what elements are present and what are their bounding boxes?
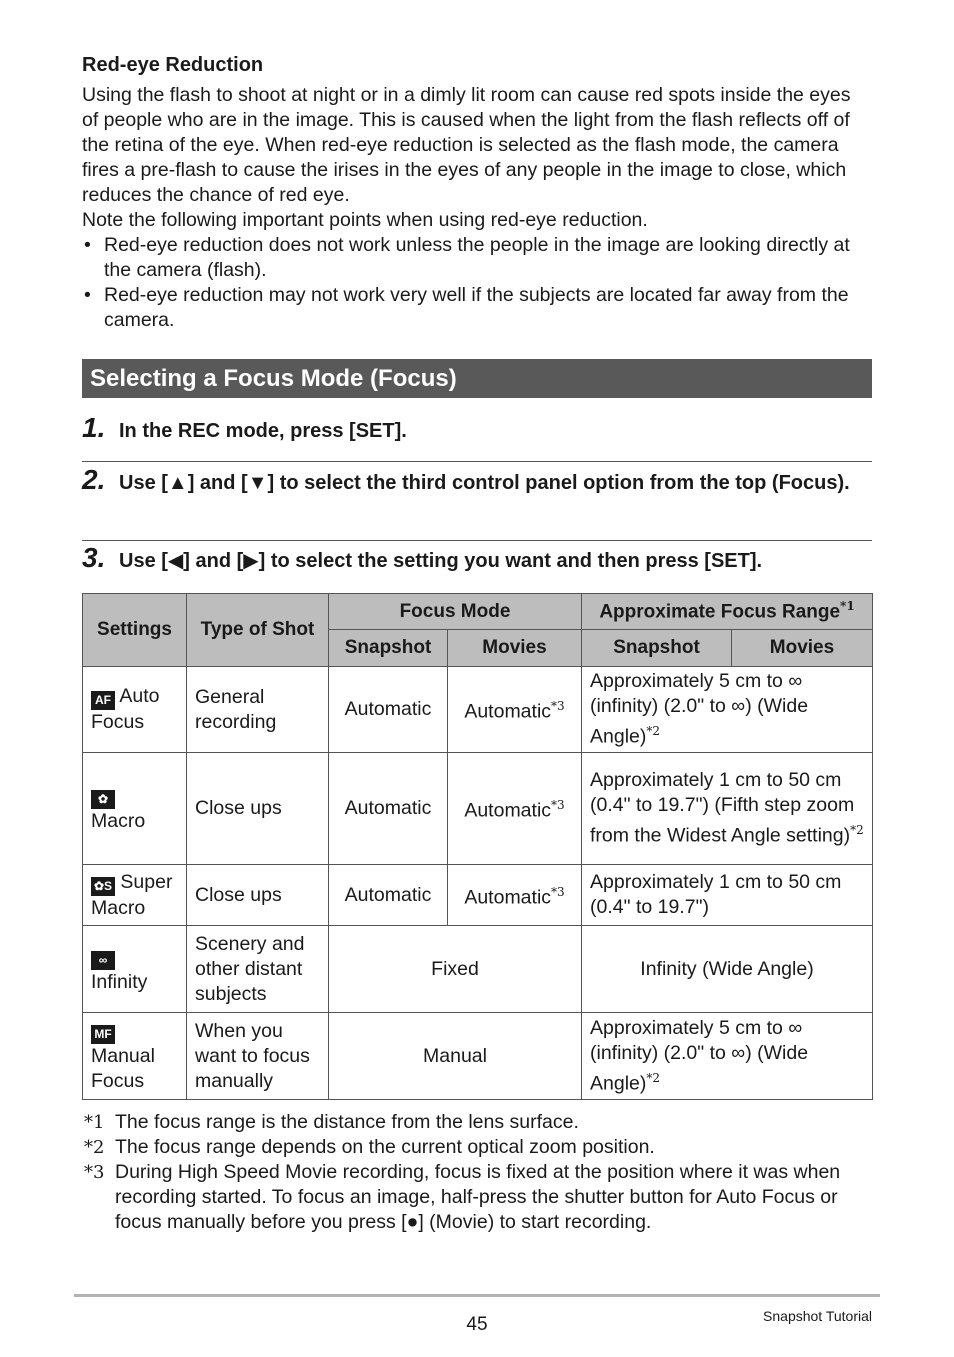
footer-section-label: Snapshot Tutorial [763, 1308, 872, 1324]
setting-cell [83, 1013, 187, 1100]
table-row [83, 753, 873, 865]
footnote-ref: *3 [551, 884, 565, 899]
section-title-bar: Selecting a Focus Mode (Focus) [82, 359, 872, 398]
type-cell: Scenery and other distant subjects [187, 926, 329, 1013]
bullet-item [82, 283, 872, 333]
super-macro-icon: ✿S [91, 877, 115, 896]
setting-cell [83, 753, 187, 865]
footnotes [84, 1110, 874, 1235]
header-settings: Settings [83, 594, 187, 667]
page-number: 45 [466, 1314, 488, 1335]
focus-mode-cell: Fixed [329, 926, 582, 1013]
bullet-text: Red-eye reduction does not work unless the people in the image are looking directly at the camera (flash). [104, 234, 850, 281]
step-number: 2. [82, 464, 106, 495]
movie-mode-value: Automatic [464, 799, 552, 822]
step-text: In the REC mode, press [SET]. [119, 420, 407, 442]
header-focus-range-label: Approximate Focus Range [599, 601, 841, 623]
footnote-ref: *3 [551, 798, 565, 813]
snapshot-mode-cell: Automatic [329, 753, 448, 865]
infinity-icon: ∞ [91, 951, 115, 970]
footnote-ref: *2 [850, 823, 864, 838]
step-number: 1. [82, 412, 106, 443]
footnote-text: The focus range depends on the current optical zoom position. [115, 1136, 655, 1158]
setting-label: Super Macro [91, 870, 173, 919]
table-row [83, 865, 873, 926]
header-snapshot: Snapshot [329, 630, 448, 667]
footnote-ref: *2 [646, 1070, 661, 1085]
header-focus-mode: Focus Mode [329, 594, 582, 630]
table-row [83, 667, 873, 753]
focus-mode-table [82, 593, 873, 1100]
range-cell: Infinity (Wide Angle) [582, 926, 873, 1013]
focus-mode-cell: Manual [329, 1013, 582, 1100]
redeye-heading: Red-eye Reduction [82, 54, 264, 76]
footnote-ref: *3 [551, 699, 565, 714]
type-cell: General recording [187, 667, 329, 753]
footnote [84, 1110, 874, 1135]
footnote-mark: *3 [84, 1162, 105, 1183]
movie-mode-value: Automatic [464, 886, 552, 909]
setting-label: Auto Focus [91, 685, 160, 733]
range-value: Approximately 1 cm to 50 cm (0.4" to 19.7") (Fifth step zoom from the Widest Angle setting) [590, 769, 855, 847]
step-text: Use [▲] and [▼] to select the third control panel option from the top (Focus). [119, 472, 850, 494]
snapshot-mode-cell: Automatic [329, 865, 448, 926]
footnote-ref: *2 [646, 724, 661, 739]
range-cell [582, 667, 873, 753]
range-cell: Approximately 1 cm to 50 cm (0.4" to 19.7") [582, 865, 873, 926]
af-icon: AF [91, 691, 115, 710]
footnote-text: The focus range is the distance from the lens surface. [115, 1111, 579, 1133]
macro-icon: ✿ [91, 790, 115, 809]
snapshot-mode-cell: Automatic [329, 667, 448, 753]
step-divider [82, 461, 872, 462]
header-range-snapshot: Snapshot [582, 630, 732, 667]
header-range-movies: Movies [732, 630, 873, 667]
redeye-paragraph: Using the flash to shoot at night or in a dimly lit room can cause red spots inside the eyes of people who are in the image. This is caused when the light from the flash reflects off of the retina of the eye. When red-eye reduction is selected as the flash mode, the camera fires a pre-flash to cause the irises in the eyes of any people in the image to close, which reduces the chance of red eye. [82, 84, 851, 206]
movie-mode-value: Automatic [464, 700, 552, 723]
setting-label: Manual Focus [91, 1045, 155, 1092]
bullet-dot: • [84, 234, 91, 256]
header-type-of-shot: Type of Shot [187, 594, 329, 667]
footnote-mark: *1 [84, 1112, 105, 1133]
table-row [83, 1013, 873, 1100]
type-cell: Close ups [187, 753, 329, 865]
bullet-dot: • [84, 284, 91, 306]
redeye-note-intro: Note the following important points when using red-eye reduction. [82, 209, 648, 231]
footnote-text: During High Speed Movie recording, focus is fixed at the position where it was when recording started. To focus an image, half-press the shutter button for Auto Focus or focus manually before you press [●] (Movie) to start recording. [115, 1161, 841, 1233]
setting-label: Macro [91, 810, 146, 832]
step-text: Use [◀] and [▶] to select the setting you want and then press [SET]. [119, 550, 763, 572]
setting-cell [83, 667, 187, 753]
step-divider [82, 540, 872, 541]
table-row [83, 926, 873, 1013]
header-focus-range [582, 594, 873, 630]
bullet-item [82, 233, 872, 283]
type-cell: Close ups [187, 865, 329, 926]
setting-label: Infinity [91, 970, 148, 993]
range-cell [582, 753, 873, 865]
movie-mode-cell [448, 865, 582, 926]
footnote-ref: *1 [840, 599, 855, 614]
range-value: Approximately 5 cm to ∞ (infinity) (2.0" to ∞) (Wide Angle) [590, 1016, 809, 1095]
range-value: Approximately 5 cm to ∞ (infinity) (2.0" to ∞) (Wide Angle) [590, 670, 809, 748]
footnote-mark: *2 [84, 1137, 105, 1158]
range-cell [582, 1013, 873, 1100]
type-cell: When you want to focus manually [187, 1013, 329, 1100]
footnote [84, 1135, 874, 1160]
setting-cell [83, 926, 187, 1013]
step-number: 3. [82, 542, 106, 573]
header-movies: Movies [448, 630, 582, 667]
footer-rule [74, 1294, 880, 1297]
movie-mode-cell [448, 667, 582, 753]
manual-focus-icon: MF [91, 1025, 115, 1044]
footnote [84, 1160, 874, 1235]
bullet-text: Red-eye reduction may not work very well if the subjects are located far away from the camera. [104, 284, 849, 331]
setting-cell [83, 865, 187, 926]
movie-mode-cell [448, 753, 582, 865]
